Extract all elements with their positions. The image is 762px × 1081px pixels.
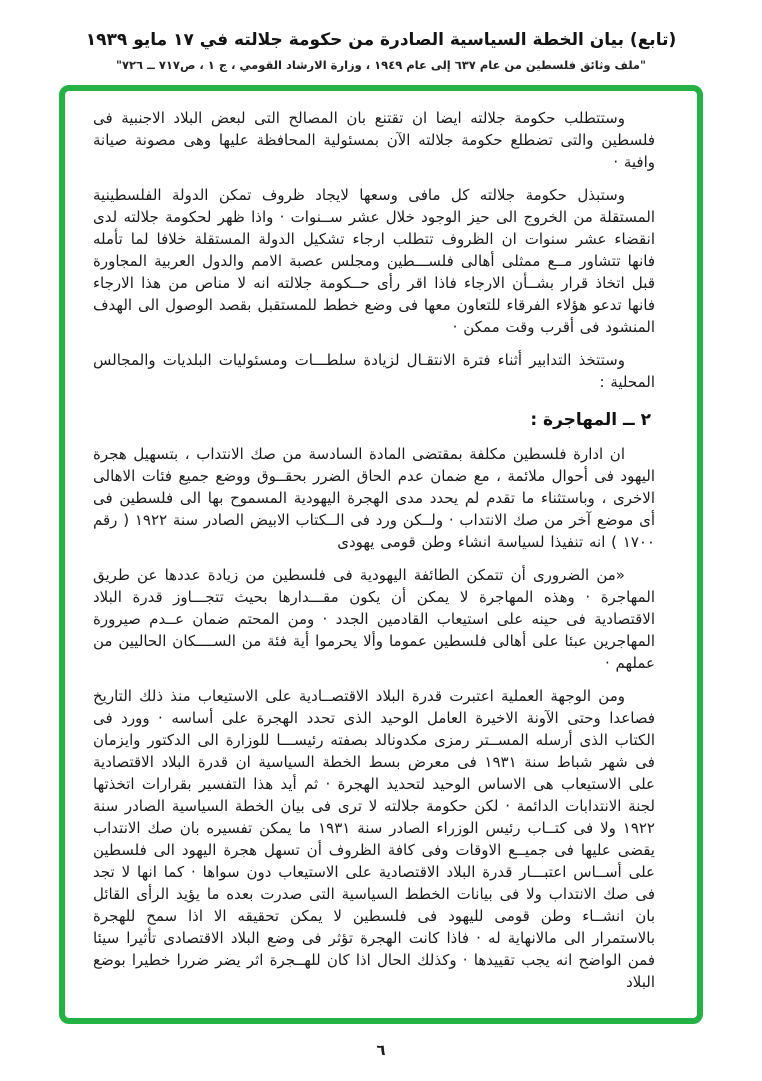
intro-paragraph-2: وستبذل حكومة جلالته كل مافى وسعها لايجاد ظروف تمكن الدولة الفلسطينية المستقلة من الخروج الى حيز الوجود خلال عشر ســنوات · واذا ظهر لحكومة جلالته لدى انقضاء عشر سنوات ان الظروف تتطلب ارجاء تشكيل الدولة المستقلة خلافا لما تأمله فانها تتشاور مــع ممثلى أهالى فلســـطين ومجلس عصبة الامم والدول العربية المجاورة قبل اتخاذ قرار بشــأن الارجاء فاذا اقر رأى حــكومة جلالته انه لا مناص من هذا الارجاء فانها تدعو هؤلاء الفرقاء للتعاون معها فى وضع خطط للمستقبل بقصد الوصول الى الهدف المنشود فى أقرب وقت ممكن · [93,186,655,336]
section-paragraph-1: ان ادارة فلسطين مكلفة بمقتضى المادة السادسة من صك الانتداب ، بتسهيل هجرة اليهود فى أحوال ملائمة ، مع ضمان عدم الحاق الضرر بحقــوق ووضع جميع فئات الاهالى الاخرى ، وباستثناء ما تقدم لم يحدد مدى الهجرة اليهودية المسموح بها الى فلسطين فى أى موضع آخر من صك الانتداب · ولــكن ورد فى الــكتاب الابيض الصادر سنة ١٩٢٢ ( رقم ١٧٠٠ ) انه تنفيذا لسياسة انشاء وطن قومى يهودى [93,445,655,551]
source-citation: "ملف وثائق فلسطين من عام ٦٣٧ إلى عام ١٩٤٩ ، وزارة الارشاد القومي ، ج ١ ، ص٧١٧ ــ ٧٢٦" [115,58,647,72]
intro-paragraph-1: وستتطلب حكومة جلالته ايضا ان تقتنع بان المصالح التى لبعض البلاد الاجنبية فى فلسطين والتى تضطلع حكومة جلالته الآن بمسئولية المحافظة عليها وهى مصونة صيانة وافية · [93,109,655,171]
section-paragraph-3: ومن الوجهة العملية اعتبرت قدرة البلاد الاقتصــادية على الاستيعاب منذ ذلك التاريخ فصاعدا وحتى الآونة الاخيرة العامل الوحيد الذى تحدد الهجرة على أساسه · وورد فى الكتاب الذى أرسله المســتر رمزى مكدونالد بصفته رئيســـا للوزارة الى الدكتور وايزمان فى شهر شباط سنة ١٩٣١ فى معرض بسط الخطة السياسية ان قدرة البلاد الاقتصادية على الاستيعاب هى الاساس الوحيد لتحديد الهجرة · ثم أيد هذا التفسير بقرارات اتخذتها لجنة الانتدابات الدائمة · لكن حكومة جلالته لا ترى فى بيان الخطة السياسية الصادر سنة ١٩٢٢ ولا فى كتــاب رئيس الوزراء الصادر سنة ١٩٣١ ما يمكن تفسيره بان صك الانتداب يقضى عليها فى جميــع الاوقات وفى كافة الظروف أن تسهل هجرة اليهود الى فلسطين على أســاس اعتبـــار قدرة البلاد الاقتصادية على الاستيعاب دون سواها · كما انها لا تجد فى صك الانتداب ولا فى بيانات الخطط السياسية التى صدرت بعده ما يؤيد الرأى القائل بان انشــاء وطن قومى لليهود فى فلسطين لا يمكن تحقيقه الا اذا سمح للهجرة بالاستمرار الى مالانهاية له · فاذا كانت الهجرة تؤثر فى وضع البلاد الاقتصادى تأثيرا سيئا فمن الواضح انه يجب تقييدها · وكذلك الحال اذا كان للهــجرة اثر يضر ضررا خطيرا بوضع البلاد [93,687,655,991]
intro-paragraph-3: وستتخذ التدابير أثناء فترة الانتقـال لزيادة سلطـــات ومسئوليات البلديات والمجالس المحلية : [93,351,655,391]
section-paragraph-2: «من الضرورى أن تتمكن الطائفة اليهودية فى فلسطين من زيادة عددها عن طريق المهاجرة · وهذه المهاجرة لا يمكن أن يكون مقـــدارها بحيث تتجـــاوز قدرة البلاد الاقتصادية فى حينه على استيعاب القادمين الجدد · ومن المحتم ضمان عــدم صيرورة المهاجرين عبئا على أهالى فلسطين عموما وألا يحرموا أية فئة من الســــكان الحاليين من عملهم · [93,566,655,672]
document-frame [59,85,703,1024]
section-heading-immigration: ٢ ــ المهاجرة : [530,410,651,430]
page-footer [0,1040,762,1059]
page-number: ٦ [376,1041,386,1059]
page-header [0,0,762,72]
page-title: (تابع) بيان الخطة السياسية الصادرة من حكومة جلالته في ١٧ مايو ١٩٣٩ [85,30,677,50]
